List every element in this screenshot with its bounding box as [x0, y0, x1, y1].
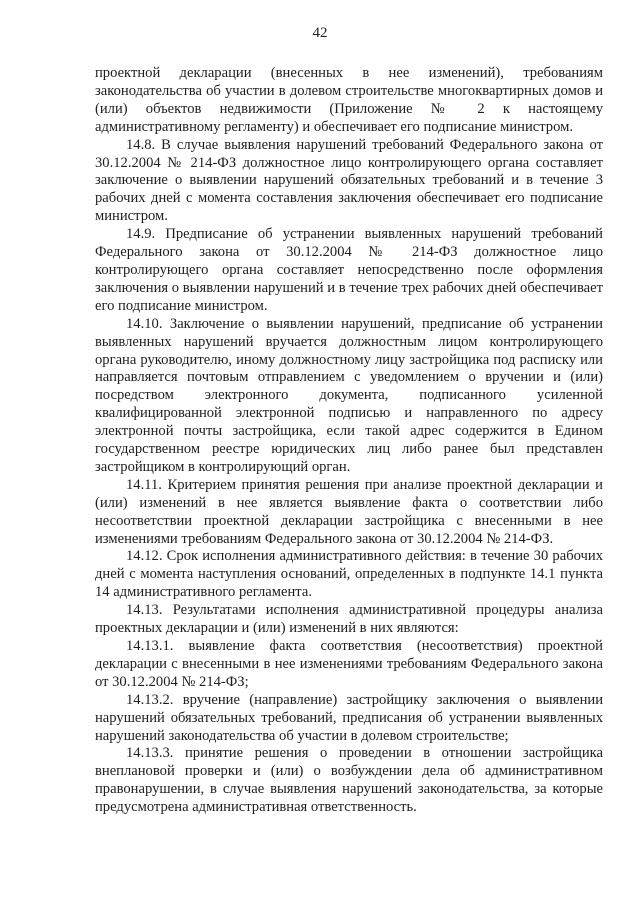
document-body	[95, 65, 603, 817]
paragraph-14-13-1: 14.13.1. выявление факта соответствия (несоответствия) проектной декларации с внесенными в нее изменениями требованиям Федерального закона от 30.12.2004 № 214-ФЗ;	[95, 638, 603, 690]
paragraph-14-9: 14.9. Предписание об устранении выявленных нарушений требований Федерального закона от 30.12.2004 № 214-ФЗ должностное лицо контролирующего органа составляет непосредственно после оформления заключения о выявлении нарушений и в течение трех рабочих дней обеспечивает его подписание министром.	[95, 226, 603, 314]
paragraph-continuation: проектной декларации (внесенных в нее изменений), требованиям законодательства об участии в долевом строительстве многоквартирных домов и (или) объектов недвижимости (Приложение № 2 к настоящему административному регламенту) и обеспечивает его подписание министром.	[95, 65, 603, 135]
paragraph-14-10: 14.10. Заключение о выявлении нарушений, предписание об устранении выявленных нарушений вручается должностным лицом контролирующего органа руководителю, иному должностному лицу застройщика под расписку или направляется почтовым отправлением с уведомлением о вручении и (или) посредством электронного документа, подписанного усиленной квалифицированной электронной подписью и направленного по адресу электронной почты застройщика, если такой адрес содержится в Едином государственном реестре юридических лиц либо ранее был представлен застройщиком в контролирующий орган.	[95, 315, 603, 475]
paragraph-14-13: 14.13. Результатами исполнения административной процедуры анализа проектных декларации и (или) изменений в них являются:	[95, 602, 603, 637]
paragraph-14-8: 14.8. В случае выявления нарушений требований Федерального закона от 30.12.2004 № 214-ФЗ должностное лицо контролирующего органа составляет заключение о выявлении нарушений обязательных требований и в течение 3 рабочих дней с момента составления заключения обеспечивает его подписание министром.	[95, 136, 603, 225]
paragraph-14-11: 14.11. Критерием принятия решения при анализе проектной декларации и (или) изменений в нее является выявление факта о соответствии либо несоответствии проектной декларации застройщика с внесенными в нее изменениями требованиям Федерального закона от 30.12.2004 № 214-ФЗ.	[95, 476, 603, 547]
paragraph-14-13-3: 14.13.3. принятие решения о проведении в отношении застройщика внеплановой проверки и (или) о возбуждении дела об административном правонарушении, в случае выявления нарушений законодательства, за которые предусмотрена административная ответственность.	[95, 745, 603, 816]
paragraph-14-13-2: 14.13.2. вручение (направление) застройщику заключения о выявлении нарушений обязательных требований, предписания об устранении выявленных нарушений законодательства об участии в долевом строительстве;	[95, 691, 603, 744]
page-number: 42	[312, 25, 328, 41]
paragraph-14-12: 14.12. Срок исполнения административного действия: в течение 30 рабочих дней с момента наступления оснований, определенных в подпункте 14.1 пункта 14 административного регламента.	[95, 548, 603, 601]
